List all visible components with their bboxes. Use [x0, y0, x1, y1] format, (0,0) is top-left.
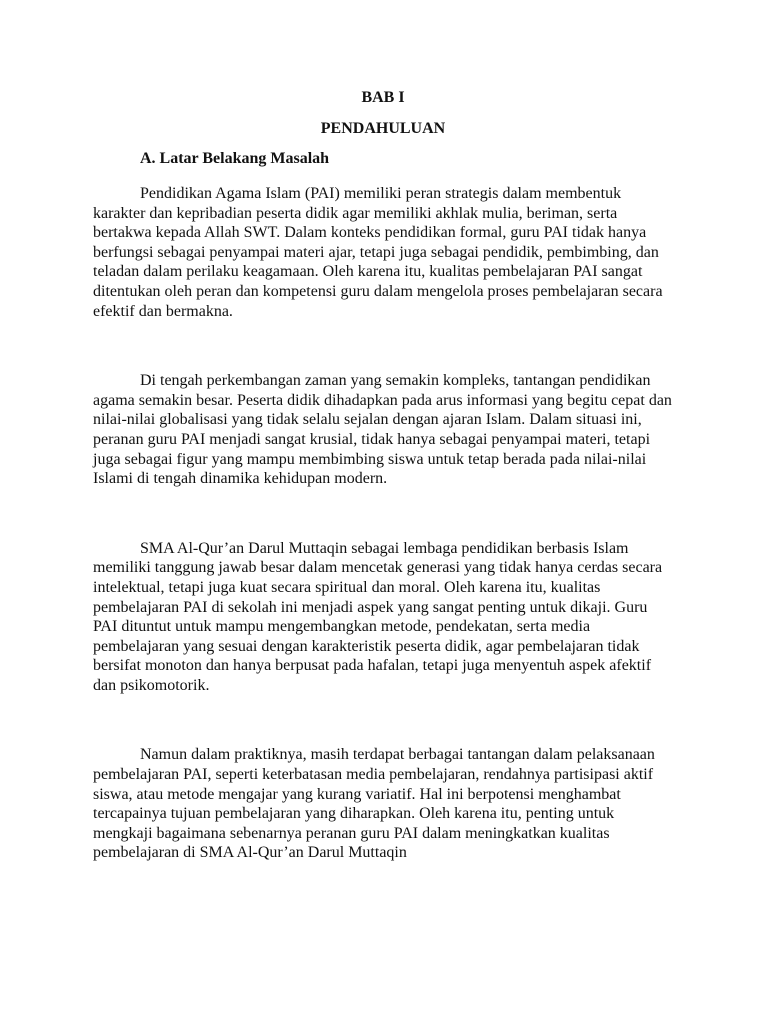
- document-page: [93, 88, 673, 863]
- paragraph: Pendidikan Agama Islam (PAI) memiliki peran strategis dalam membentuk karakter dan kepribadian peserta didik agar memiliki akhlak mulia, beriman, serta bertakwa kepada Allah SWT. Dalam konteks pendidikan formal, guru PAI tidak hanya berfungsi sebagai penyampai materi ajar, tetapi juga sebagai pendidik, pembimbing, dan teladan dalam perilaku keagamaan. Oleh karena itu, kualitas pembelajaran PAI sangat ditentukan oleh peran dan kompetensi guru dalam mengelola proses pembelajaran secara efektif dan bermakna.: [93, 185, 663, 320]
- chapter-title: PENDAHULUAN: [320, 120, 446, 137]
- paragraph: Namun dalam praktiknya, masih terdapat berbagai tantangan dalam pelaksanaan pembelajaran PAI, seperti keterbatasan media pembelajaran, rendahnya partisipasi aktif siswa, atau metode mengajar yang kurang variatif. Hal ini berpotensi menghambat tercapainya tujuan pembelajaran yang diharapkan. Oleh karena itu, penting untuk mengkaji bagaimana sebenarnya peranan guru PAI dalam meningkatkan kualitas pembelajaran di SMA Al-Qur’an Darul Muttaqin: [93, 746, 655, 862]
- paragraph: Di tengah perkembangan zaman yang semakin kompleks, tantangan pendidikan agama semakin besar. Peserta didik dihadapkan pada arus informasi yang begitu cepat dan nilai-nilai globalisasi yang tidak selalu sejalan dengan ajaran Islam. Dalam situasi ini, peranan guru PAI menjadi sangat krusial, tidak hanya sebagai penyampai materi, tetapi juga sebagai figur yang mampu membimbing siswa untuk tetap berada pada nilai-nilai Islami di tengah dinamika kehidupan modern.: [93, 372, 672, 488]
- chapter-number: BAB I: [361, 89, 405, 106]
- paragraph: SMA Al-Qur’an Darul Muttaqin sebagai lembaga pendidikan berbasis Islam memiliki tanggung jawab besar dalam mencetak generasi yang tidak hanya cerdas secara intelektual, tetapi juga kuat secara spiritual dan moral. Oleh karena itu, kualitas pembelajaran PAI di sekolah ini menjadi aspek yang sangat penting untuk dikaji. Guru PAI dituntut untuk mampu mengembangkan metode, pendekatan, serta media pembelajaran yang sesuai dengan karakteristik peserta didik, agar pembelajaran tidak bersifat monoton dan hanya berpusat pada hafalan, tetapi juga menyentuh aspek afektif dan psikomotorik.: [93, 539, 663, 694]
- section-title: A. Latar Belakang Masalah: [140, 150, 330, 167]
